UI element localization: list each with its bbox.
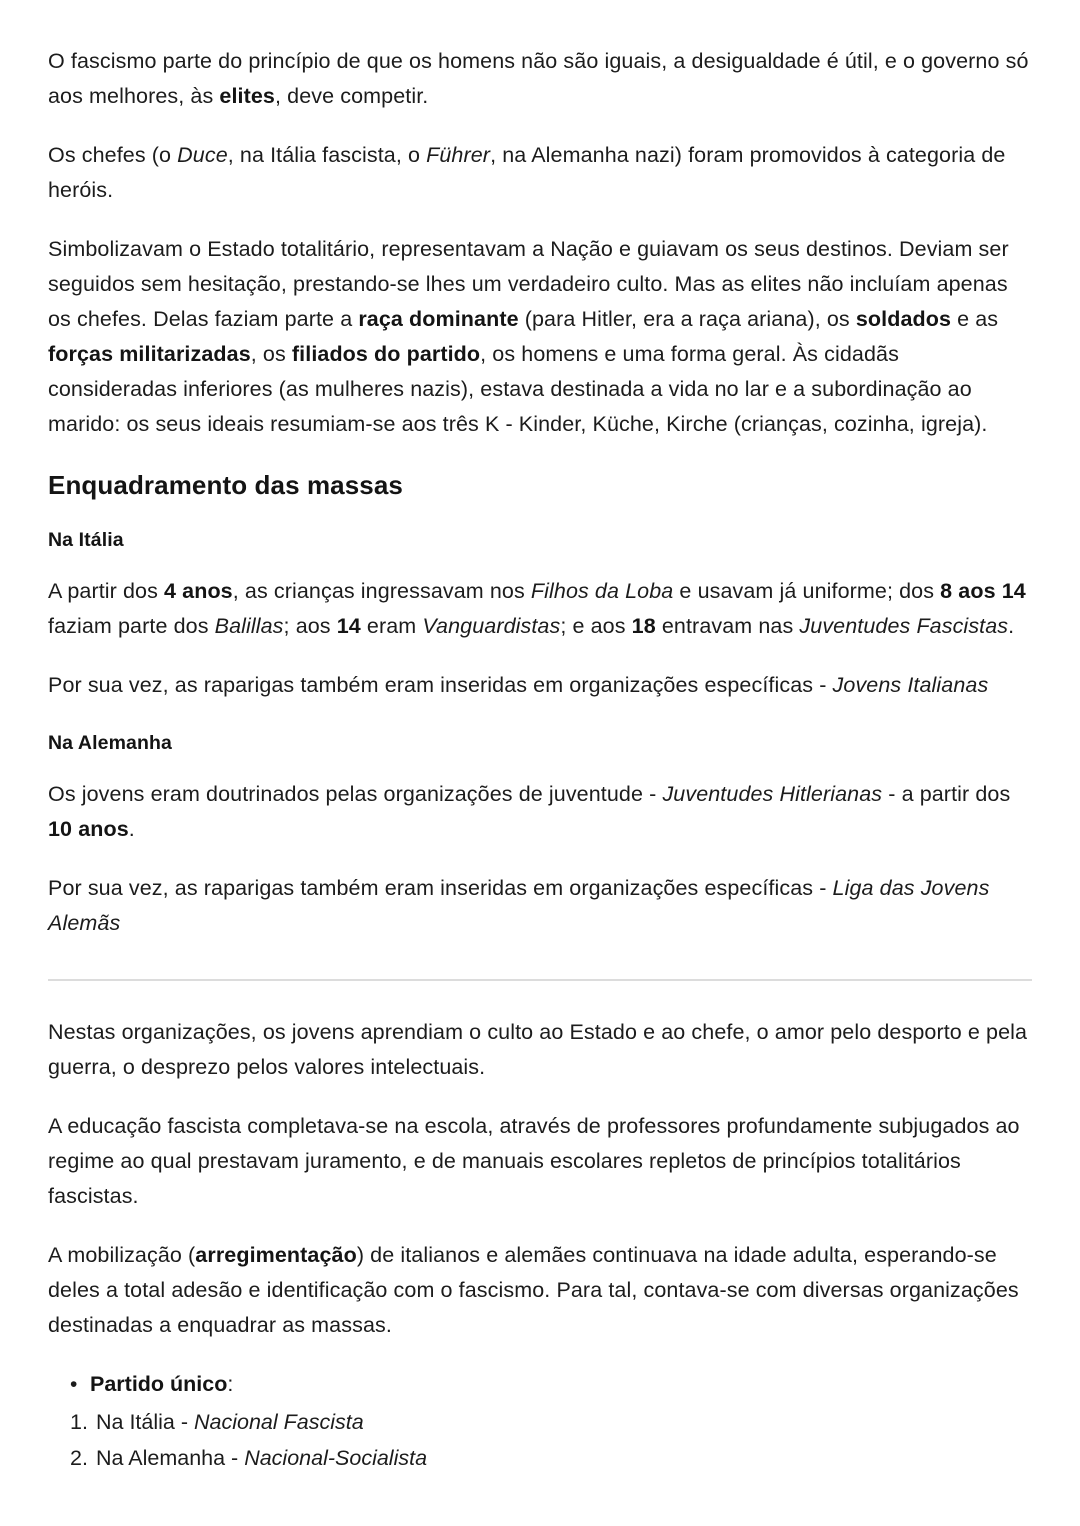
paragraph-intro-3: Simbolizavam o Estado totalitário, representavam a Nação e guiavam os seus destinos. Deviam ser seguidos sem hesitação, prestando-se lhes um verdadeiro culto. Mas as elites não incluíam apenas os chefes. Delas faziam parte a raça dominante (para Hitler, era a raça ariana), os soldados e as forças militarizadas, os filiados do partido, os homens e uma forma geral. Às cidadãs consideradas inferiores (as mulheres nazis), estava destinada a vida no lar e a subordinação ao marido: os seus ideais resumiam-se aos três K - Kinder, Küche, Kirche (crianças, cozinha, igreja). bbox=[48, 237, 1009, 436]
paragraph-alemanha-2: Por sua vez, as raparigas também eram inseridas em organizações específicas - Liga das Jovens Alemãs bbox=[48, 876, 990, 935]
subheading-na-alemanha: Na Alemanha bbox=[48, 732, 172, 754]
subheading-na-italia: Na Itália bbox=[48, 529, 124, 551]
list-item: Na Alemanha - Nacional-Socialista bbox=[96, 1446, 428, 1470]
paragraph-alemanha-1: Os jovens eram doutrinados pelas organizações de juventude - Juventudes Hitlerianas - a partir dos 10 anos. bbox=[48, 782, 1011, 841]
section-divider bbox=[48, 979, 1032, 981]
organizations-list bbox=[48, 1367, 1032, 1476]
paragraph-intro-2: Os chefes (o Duce, na Itália fascista, o Führer, na Alemanha nazi) foram promovidos à categoria de heróis. bbox=[48, 143, 1006, 202]
paragraph-italia-2: Por sua vez, as raparigas também eram inseridas em organizações específicas - Jovens Italianas bbox=[48, 673, 989, 697]
numbered-list bbox=[48, 1404, 1032, 1476]
paragraph-after-2: A educação fascista completava-se na escola, através de professores profundamente subjugados ao regime ao qual prestavam juramento, e de manuais escolares repletos de princípios totalitários fascistas. bbox=[48, 1114, 1020, 1208]
paragraph-after-3: A mobilização (arregimentação) de italianos e alemães continuava na idade adulta, esperando-se deles a total adesão e identificação com o fascismo. Para tal, contava-se com diversas organizações destinadas a enquadrar as massas. bbox=[48, 1243, 1019, 1337]
paragraph-after-1: Nestas organizações, os jovens aprendiam o culto ao Estado e ao chefe, o amor pelo desporto e pela guerra, o desprezo pelos valores intelectuais. bbox=[48, 1020, 1028, 1079]
document-body bbox=[48, 44, 1032, 1476]
list-item: • Partido único: bbox=[48, 1367, 1032, 1402]
bullet-list bbox=[48, 1367, 1032, 1402]
heading-enquadramento-das-massas: Enquadramento das massas bbox=[48, 470, 403, 500]
list-item: Na Itália - Nacional Fascista bbox=[96, 1410, 364, 1434]
paragraph-italia-1: A partir dos 4 anos, as crianças ingressavam nos Filhos da Loba e usavam já uniforme; dos 8 aos 14 faziam parte dos Balillas; aos 14 eram Vanguardistas; e aos 18 entravam nas Juventudes Fascistas. bbox=[48, 579, 1026, 638]
paragraph-intro-1: O fascismo parte do princípio de que os homens não são iguais, a desigualdade é útil, e o governo só aos melhores, às elites, deve competir. bbox=[48, 49, 1029, 108]
